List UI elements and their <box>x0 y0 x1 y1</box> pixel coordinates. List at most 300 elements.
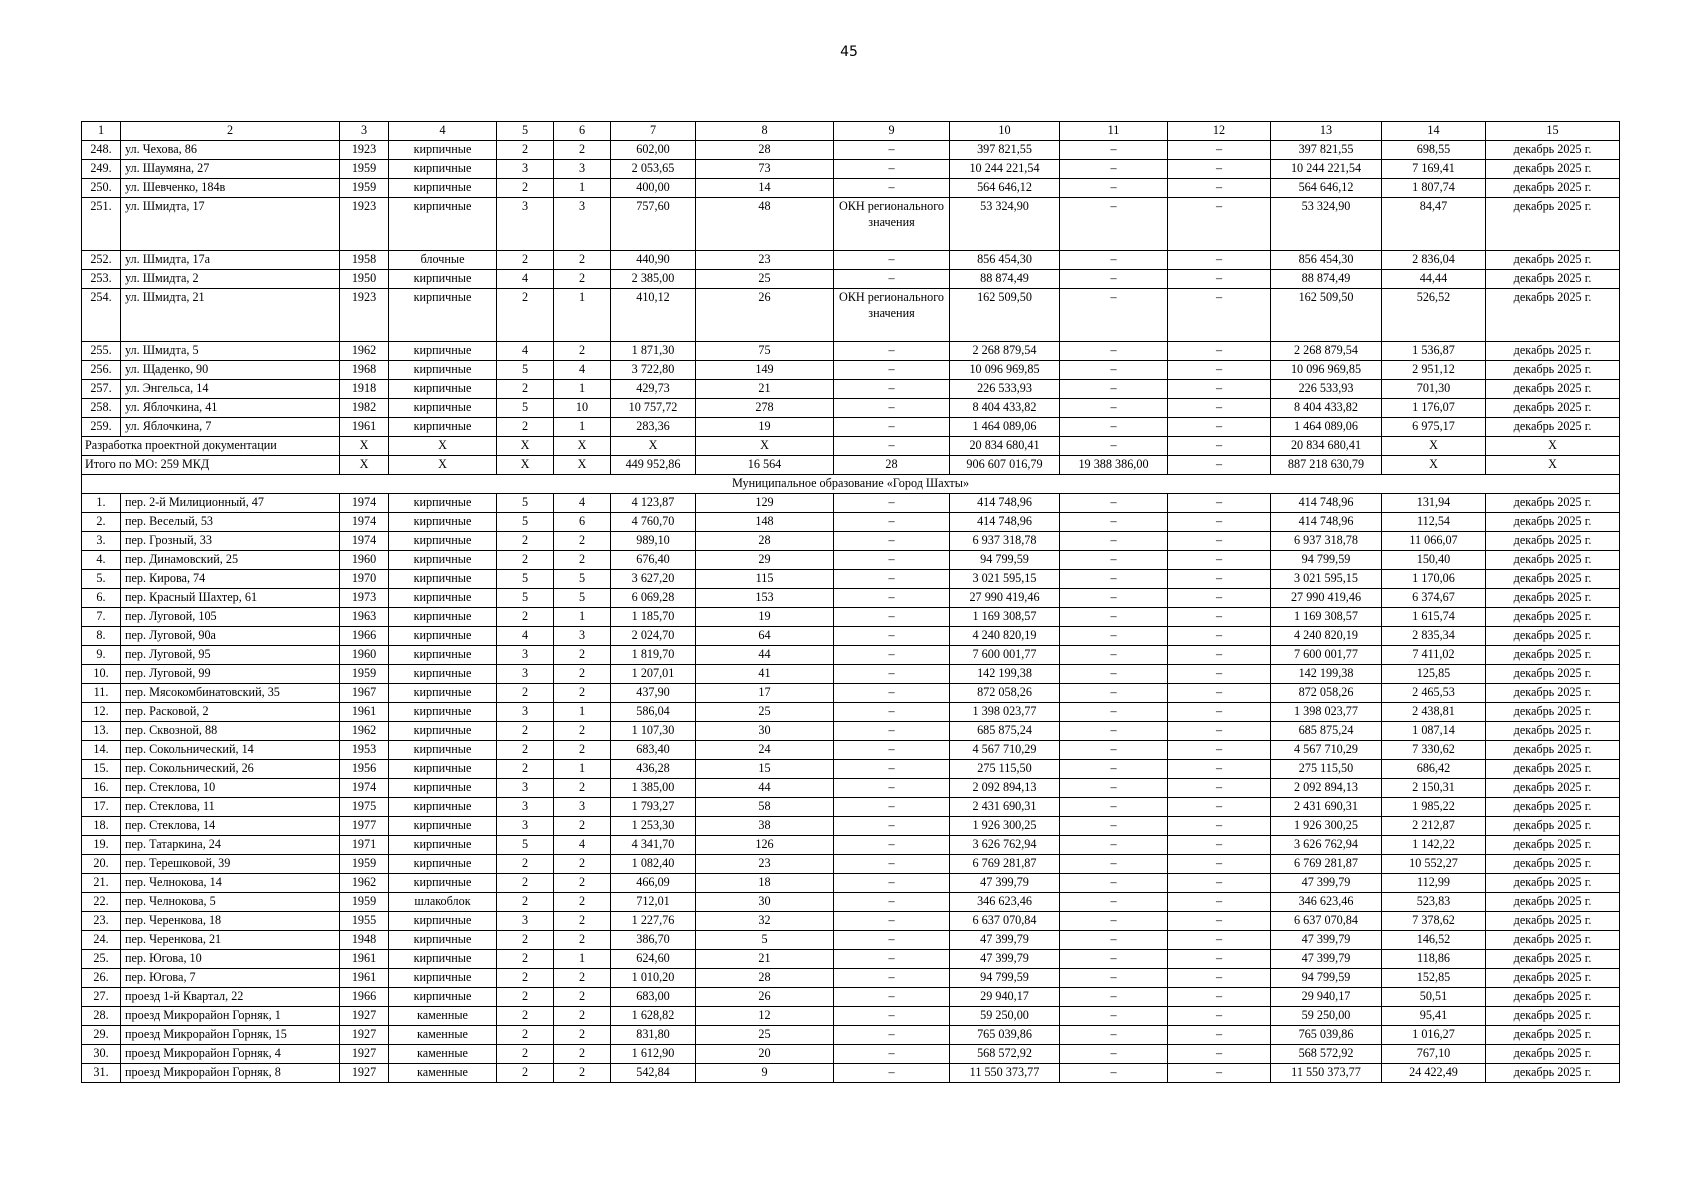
table-cell: 30 <box>696 722 834 741</box>
table-cell: X <box>497 437 554 456</box>
table-cell: – <box>1168 988 1271 1007</box>
table-cell: 1977 <box>340 817 389 836</box>
table-cell: – <box>834 1064 950 1083</box>
table-cell: 1 <box>554 289 611 342</box>
table-cell: – <box>834 684 950 703</box>
table-cell: 125,85 <box>1382 665 1486 684</box>
table-cell: пер. Терешковой, 39 <box>121 855 340 874</box>
table-row <box>82 270 1620 289</box>
table-cell: 1 985,22 <box>1382 798 1486 817</box>
table-cell: 2 <box>554 855 611 874</box>
table-cell: 440,90 <box>611 251 696 270</box>
table-row <box>82 627 1620 646</box>
table-cell: 1 628,82 <box>611 1007 696 1026</box>
table-cell: кирпичные <box>389 931 497 950</box>
table-cell: 2 <box>497 988 554 1007</box>
table-cell: пер. Веселый, 53 <box>121 513 340 532</box>
table-cell: – <box>1168 665 1271 684</box>
table-cell: – <box>1060 380 1168 399</box>
table-cell: 21 <box>696 950 834 969</box>
table-cell: – <box>834 513 950 532</box>
table-cell: 624,60 <box>611 950 696 969</box>
table-row <box>82 289 1620 342</box>
table-cell: – <box>1168 551 1271 570</box>
table-cell: 2 <box>497 251 554 270</box>
table-cell: 1975 <box>340 798 389 817</box>
table-cell: 1 016,27 <box>1382 1026 1486 1045</box>
table-cell: пер. Луговой, 90а <box>121 627 340 646</box>
table-cell: 47 399,79 <box>950 950 1060 969</box>
table-cell: 258. <box>82 399 121 418</box>
table-row <box>82 722 1620 741</box>
table-cell: 162 509,50 <box>950 289 1060 342</box>
table-cell: 25 <box>696 270 834 289</box>
table-cell: X <box>1382 437 1486 456</box>
table-cell: 17. <box>82 798 121 817</box>
table-cell: X <box>389 456 497 475</box>
table-cell: 28 <box>696 969 834 988</box>
table-cell: 278 <box>696 399 834 418</box>
table-cell: кирпичные <box>389 665 497 684</box>
table-cell: 3 021 595,15 <box>1271 570 1382 589</box>
table-cell: 2 <box>554 141 611 160</box>
table-cell: 1 398 023,77 <box>950 703 1060 722</box>
table-cell: 3 <box>497 646 554 665</box>
table-row <box>82 1007 1620 1026</box>
table-cell: 30 <box>696 893 834 912</box>
table-cell: 2 <box>497 179 554 198</box>
table-cell: 2 <box>554 342 611 361</box>
table-cell: 2 <box>497 722 554 741</box>
table-cell: 767,10 <box>1382 1045 1486 1064</box>
table-cell: 1 253,30 <box>611 817 696 836</box>
table-cell: – <box>834 798 950 817</box>
table-cell: декабрь 2025 г. <box>1486 741 1620 760</box>
table-cell: 2 150,31 <box>1382 779 1486 798</box>
table-cell: 1 087,14 <box>1382 722 1486 741</box>
table-cell: 2 <box>497 141 554 160</box>
table-cell: 19. <box>82 836 121 855</box>
table-cell: 414 748,96 <box>950 494 1060 513</box>
table-cell: 6 637 070,84 <box>950 912 1060 931</box>
table-cell: 1 <box>554 380 611 399</box>
table-cell: 259. <box>82 418 121 437</box>
table-cell: 58 <box>696 798 834 817</box>
table-cell: 17 <box>696 684 834 703</box>
table-cell: 27 990 419,46 <box>950 589 1060 608</box>
table-cell: кирпичные <box>389 513 497 532</box>
table-cell: 29 940,17 <box>950 988 1060 1007</box>
table-cell: 4 <box>497 627 554 646</box>
table-cell: ул. Энгельса, 14 <box>121 380 340 399</box>
table-cell: – <box>1168 198 1271 251</box>
table-cell: X <box>611 437 696 456</box>
table-cell: 2 <box>554 741 611 760</box>
table-cell: 28. <box>82 1007 121 1026</box>
table-cell: 3 <box>497 779 554 798</box>
table-cell: 2 <box>497 551 554 570</box>
table-cell: декабрь 2025 г. <box>1486 380 1620 399</box>
table-row <box>82 950 1620 969</box>
table-row <box>82 874 1620 893</box>
table-cell: 1 <box>554 179 611 198</box>
table-cell: 20 834 680,41 <box>1271 437 1382 456</box>
table-cell: кирпичные <box>389 703 497 722</box>
table-cell: – <box>1168 570 1271 589</box>
table-cell: X <box>340 437 389 456</box>
table-cell: – <box>834 141 950 160</box>
table-cell: 7 600 001,77 <box>950 646 1060 665</box>
table-cell: кирпичные <box>389 551 497 570</box>
table-cell: 10 757,72 <box>611 399 696 418</box>
table-cell: 3 <box>554 627 611 646</box>
table-cell: кирпичные <box>389 798 497 817</box>
table-cell: 1 926 300,25 <box>1271 817 1382 836</box>
table-cell: 59 250,00 <box>1271 1007 1382 1026</box>
table-cell: 95,41 <box>1382 1007 1486 1026</box>
table-cell: 856 454,30 <box>950 251 1060 270</box>
table-cell: 2 <box>554 779 611 798</box>
table-cell: ул. Шмидта, 5 <box>121 342 340 361</box>
table-cell: 906 607 016,79 <box>950 456 1060 475</box>
table-cell: 466,09 <box>611 874 696 893</box>
table-cell: ул. Яблочкина, 7 <box>121 418 340 437</box>
table-cell: блочные <box>389 251 497 270</box>
table-row <box>82 684 1620 703</box>
table-cell: кирпичные <box>389 741 497 760</box>
table-cell: 142 199,38 <box>950 665 1060 684</box>
table-cell: 414 748,96 <box>1271 494 1382 513</box>
table-cell: декабрь 2025 г. <box>1486 270 1620 289</box>
table-cell: – <box>834 589 950 608</box>
table-cell: X <box>1486 437 1620 456</box>
table-cell: 255. <box>82 342 121 361</box>
table-cell: проезд 1-й Квартал, 22 <box>121 988 340 1007</box>
table-cell: 2 431 690,31 <box>1271 798 1382 817</box>
table-cell: – <box>1060 270 1168 289</box>
table-cell: – <box>834 494 950 513</box>
table-cell: 47 399,79 <box>1271 874 1382 893</box>
table-cell: 1 170,06 <box>1382 570 1486 589</box>
table-cell: – <box>834 551 950 570</box>
table-row <box>82 589 1620 608</box>
table-cell: декабрь 2025 г. <box>1486 160 1620 179</box>
table-cell: ул. Шевченко, 184в <box>121 179 340 198</box>
table-cell: 252. <box>82 251 121 270</box>
table-cell: – <box>834 380 950 399</box>
table-cell: – <box>834 969 950 988</box>
table-cell: 2 <box>554 1007 611 1026</box>
table-cell: 3 <box>554 160 611 179</box>
table-cell: – <box>1060 251 1168 270</box>
table-cell: 2 <box>497 1026 554 1045</box>
table-row <box>82 494 1620 513</box>
table-cell: 6 769 281,87 <box>950 855 1060 874</box>
table-cell: 1 169 308,57 <box>950 608 1060 627</box>
table-cell: 2 <box>554 1064 611 1083</box>
table-cell: 989,10 <box>611 532 696 551</box>
table-cell: 2 <box>554 270 611 289</box>
table-cell: 568 572,92 <box>1271 1045 1382 1064</box>
table-cell: 24 <box>696 741 834 760</box>
table-cell: пер. Красный Шахтер, 61 <box>121 589 340 608</box>
table-cell: – <box>1060 589 1168 608</box>
table-cell: 1959 <box>340 179 389 198</box>
table-cell: декабрь 2025 г. <box>1486 342 1620 361</box>
table-cell: – <box>834 665 950 684</box>
table-cell: 400,00 <box>611 179 696 198</box>
table-cell: 2 092 894,13 <box>1271 779 1382 798</box>
table-cell: 3 627,20 <box>611 570 696 589</box>
table-cell: декабрь 2025 г. <box>1486 1045 1620 1064</box>
table-cell: – <box>1168 836 1271 855</box>
table-cell: декабрь 2025 г. <box>1486 760 1620 779</box>
table-cell: пер. Динамовский, 25 <box>121 551 340 570</box>
table-cell: 1 793,27 <box>611 798 696 817</box>
table-cell: – <box>1168 342 1271 361</box>
table-cell: 3 626 762,94 <box>950 836 1060 855</box>
table-cell: 11 <box>1060 122 1168 141</box>
table-cell: – <box>1168 251 1271 270</box>
table-cell: 1923 <box>340 289 389 342</box>
table-cell: 1959 <box>340 665 389 684</box>
table-cell: – <box>1168 760 1271 779</box>
table-row <box>82 418 1620 437</box>
table-cell: 586,04 <box>611 703 696 722</box>
table-cell: декабрь 2025 г. <box>1486 969 1620 988</box>
table-cell: 8 404 433,82 <box>950 399 1060 418</box>
table-cell: декабрь 2025 г. <box>1486 874 1620 893</box>
table-cell: X <box>389 437 497 456</box>
table-cell: декабрь 2025 г. <box>1486 1064 1620 1083</box>
table-cell: 275 115,50 <box>950 760 1060 779</box>
table-cell: 2 <box>497 289 554 342</box>
table-cell: 1950 <box>340 270 389 289</box>
table-cell: 5 <box>497 399 554 418</box>
table-cell: пер. Сокольнический, 14 <box>121 741 340 760</box>
table-cell: – <box>1168 798 1271 817</box>
table-cell: декабрь 2025 г. <box>1486 931 1620 950</box>
table-cell: 94 799,59 <box>1271 551 1382 570</box>
table-cell: 872 058,26 <box>950 684 1060 703</box>
table-row <box>82 912 1620 931</box>
table-cell: 28 <box>696 532 834 551</box>
table-cell: – <box>1060 950 1168 969</box>
table-cell: – <box>1060 836 1168 855</box>
table-cell: 1973 <box>340 589 389 608</box>
table-cell: – <box>1060 437 1168 456</box>
table-cell: 2 <box>497 1045 554 1064</box>
table-cell: – <box>1060 703 1168 722</box>
table-cell: 2 <box>497 1007 554 1026</box>
table-cell: 250. <box>82 179 121 198</box>
table-cell: 2 <box>497 874 554 893</box>
table-cell: 64 <box>696 627 834 646</box>
table-cell: кирпичные <box>389 950 497 969</box>
table-cell: 683,00 <box>611 988 696 1007</box>
table-row <box>82 532 1620 551</box>
table-cell: 26 <box>696 988 834 1007</box>
table-cell: 8. <box>82 627 121 646</box>
table-cell: 10. <box>82 665 121 684</box>
table-cell: – <box>1168 399 1271 418</box>
table-cell: 22. <box>82 893 121 912</box>
table-cell: пер. Расковой, 2 <box>121 703 340 722</box>
table-cell: 2 <box>554 893 611 912</box>
table-cell: 872 058,26 <box>1271 684 1382 703</box>
table-cell: 5 <box>497 589 554 608</box>
table-cell: 19 388 386,00 <box>1060 456 1168 475</box>
table-cell: – <box>1168 1064 1271 1083</box>
table-row <box>82 893 1620 912</box>
table-cell: каменные <box>389 1026 497 1045</box>
table-cell: 2 <box>554 969 611 988</box>
table-cell: – <box>1168 1045 1271 1064</box>
table-cell: – <box>1168 380 1271 399</box>
table-cell: – <box>834 1007 950 1026</box>
table-cell: кирпичные <box>389 684 497 703</box>
table-cell: 24. <box>82 931 121 950</box>
table-cell: 1 <box>554 418 611 437</box>
table-cell: 1923 <box>340 198 389 251</box>
table-cell: шлакоблок <box>389 893 497 912</box>
table-cell: 1 010,20 <box>611 969 696 988</box>
table-cell: пер. Луговой, 99 <box>121 665 340 684</box>
table-cell: 112,99 <box>1382 874 1486 893</box>
table-cell: 48 <box>696 198 834 251</box>
table-cell: пер. Кирова, 74 <box>121 570 340 589</box>
table-cell: 3 021 595,15 <box>950 570 1060 589</box>
table-cell: 16 564 <box>696 456 834 475</box>
table-cell: 2 <box>554 646 611 665</box>
table-cell: – <box>834 1045 950 1064</box>
table-cell: 6. <box>82 589 121 608</box>
table-cell: 47 399,79 <box>1271 950 1382 969</box>
table-cell: 1 082,40 <box>611 855 696 874</box>
table-cell: 28 <box>696 141 834 160</box>
table-cell: кирпичные <box>389 361 497 380</box>
table-cell: пер. 2-й Милиционный, 47 <box>121 494 340 513</box>
table-row <box>82 160 1620 179</box>
table-cell: 2 092 894,13 <box>950 779 1060 798</box>
table-cell: проезд Микрорайон Горняк, 8 <box>121 1064 340 1083</box>
table-cell: 2 <box>497 741 554 760</box>
table-cell: декабрь 2025 г. <box>1486 589 1620 608</box>
table-cell: 1927 <box>340 1007 389 1026</box>
table-cell: 248. <box>82 141 121 160</box>
table-cell: Итого по МО: 259 МКД <box>82 456 340 475</box>
table-cell: декабрь 2025 г. <box>1486 779 1620 798</box>
table-cell: 2 <box>497 418 554 437</box>
table-row <box>82 646 1620 665</box>
table-cell: 8 <box>696 122 834 141</box>
table-cell: 2 <box>497 1064 554 1083</box>
table-cell: 150,40 <box>1382 551 1486 570</box>
table-cell: 13. <box>82 722 121 741</box>
table-cell: 26. <box>82 969 121 988</box>
table-cell: пер. Стеклова, 14 <box>121 817 340 836</box>
table-cell: 226 533,93 <box>950 380 1060 399</box>
table-cell: 2 <box>497 760 554 779</box>
table-cell: 18. <box>82 817 121 836</box>
table-cell: 6 975,17 <box>1382 418 1486 437</box>
table-cell: 14 <box>1382 122 1486 141</box>
table-cell: 1961 <box>340 950 389 969</box>
table-cell: декабрь 2025 г. <box>1486 198 1620 251</box>
table-cell: 1953 <box>340 741 389 760</box>
table-cell: – <box>1060 684 1168 703</box>
table-cell: 701,30 <box>1382 380 1486 399</box>
table-cell: 2 <box>554 931 611 950</box>
table-cell: пер. Челнокова, 5 <box>121 893 340 912</box>
table-cell: – <box>834 627 950 646</box>
table-cell: 10 096 969,85 <box>950 361 1060 380</box>
table-cell: декабрь 2025 г. <box>1486 141 1620 160</box>
table-cell: 1 807,74 <box>1382 179 1486 198</box>
table-cell: 1959 <box>340 160 389 179</box>
table-cell: пер. Грозный, 33 <box>121 532 340 551</box>
table-cell: декабрь 2025 г. <box>1486 950 1620 969</box>
table-cell: – <box>1168 418 1271 437</box>
table-cell: – <box>1168 289 1271 342</box>
table-cell: 53 324,90 <box>1271 198 1382 251</box>
table-row <box>82 855 1620 874</box>
table-cell: 1 612,90 <box>611 1045 696 1064</box>
table-cell: 1 819,70 <box>611 646 696 665</box>
table-cell: 25 <box>696 703 834 722</box>
table-cell: 1963 <box>340 608 389 627</box>
table-cell: ул. Шмидта, 21 <box>121 289 340 342</box>
table-cell: 5 <box>554 570 611 589</box>
table-cell: 11. <box>82 684 121 703</box>
table-cell: 10 244 221,54 <box>950 160 1060 179</box>
table-cell: пер. Мясокомбинатовский, 35 <box>121 684 340 703</box>
table-cell: – <box>1060 874 1168 893</box>
table-cell: 251. <box>82 198 121 251</box>
table-cell: 10 552,27 <box>1382 855 1486 874</box>
page-number: 45 <box>840 44 858 60</box>
table-row <box>82 513 1620 532</box>
table-row <box>82 988 1620 1007</box>
table-cell: 1 615,74 <box>1382 608 1486 627</box>
table-cell: 2. <box>82 513 121 532</box>
table-cell: 4 341,70 <box>611 836 696 855</box>
table-cell: 2 951,12 <box>1382 361 1486 380</box>
table-cell: 41 <box>696 665 834 684</box>
table-cell: ул. Шмидта, 17а <box>121 251 340 270</box>
table-cell: 7 411,02 <box>1382 646 1486 665</box>
table-cell: 6 069,28 <box>611 589 696 608</box>
table-cell: 765 039,86 <box>950 1026 1060 1045</box>
table-row <box>82 931 1620 950</box>
table-cell: 1 <box>554 703 611 722</box>
table-cell: 765 039,86 <box>1271 1026 1382 1045</box>
table-cell: – <box>1060 817 1168 836</box>
table-cell: 3 <box>497 817 554 836</box>
table-cell: – <box>834 437 950 456</box>
table-cell: – <box>1060 931 1168 950</box>
table-row <box>82 198 1620 251</box>
table-cell: 7 330,62 <box>1382 741 1486 760</box>
table-row <box>82 665 1620 684</box>
table-cell: 1968 <box>340 361 389 380</box>
table-cell: кирпичные <box>389 836 497 855</box>
table-cell: декабрь 2025 г. <box>1486 665 1620 684</box>
table-cell: – <box>1168 361 1271 380</box>
table-cell: 1967 <box>340 684 389 703</box>
table-cell: декабрь 2025 г. <box>1486 893 1620 912</box>
table-cell: 19 <box>696 418 834 437</box>
